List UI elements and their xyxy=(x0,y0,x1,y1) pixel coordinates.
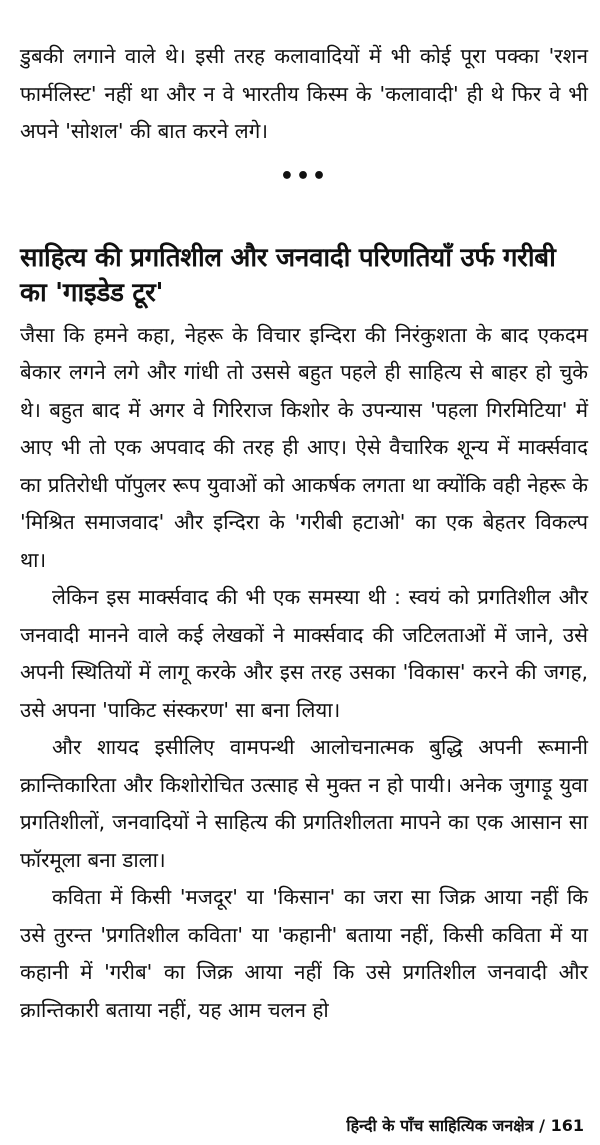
body-paragraph-2: लेकिन इस मार्क्सवाद की भी एक समस्या थी : स्वयं को प्रगतिशील और जनवादी मानने वाले कई लेखकों ने मार्क्सवाद की जटिलताओं में जाने, उसे अपनी स्थितियों में लागू करके और इस तरह उसका 'विकास' करने की जगह, उसे अपना 'पाकिट संस्करण' सा बना लिया। xyxy=(20,585,588,722)
page-footer: हिन्दी के पाँच साहित्यिक जनक्षेत्र / 161 xyxy=(346,1116,584,1135)
body-paragraph-1: जैसा कि हमने कहा, नेहरू के विचार इन्दिरा की निरंकुशता के बाद एकदम बेकार लगने लगे और गांधी तो उससे बहुत पहले ही साहित्य से बाहर हो चुके थे। बहुत बाद में अगर वे गिरिराज किशोर के उपन्यास 'पहला गिरमिटिया' में आए भी तो एक अपवाद की तरह ही आए। ऐसे वैचारिक शून्य में मार्क्सवाद का प्रतिरोधी पॉपुलर रूप युवाओं को आकर्षक लगता था क्योंकि वही नेहरू के 'मिश्रित समाजवाद' और इन्दिरा के 'गरीबी हटाओ' का एक बेहतर विकल्प था। xyxy=(20,322,588,572)
section-heading: साहित्य की प्रगतिशील और जनवादी परिणतियाँ उर्फ गरीबी का 'गाइडेड टूर' xyxy=(20,242,556,308)
book-page xyxy=(20,38,588,1029)
body-paragraph-3: और शायद इसीलिए वामपन्थी आलोचनात्मक बुद्धि अपनी रूमानी क्रान्तिकारिता और किशोरोचित उत्साह से मुक्त न हो पायी। अनेक जुगाड़ू युवा प्रगतिशीलों, जनवादियों ने साहित्य की प्रगतिशीलता मापने का एक आसान सा फॉरमूला बना डाला। xyxy=(20,735,588,872)
body-paragraph-4: कविता में किसी 'मजदूर' या 'किसान' का जरा सा जिक्र आया नहीं कि उसे तुरन्त 'प्रगतिशील कविता' या 'कहानी' बताया नहीं, किसी कविता में या कहानी में 'गरीब' का जिक्र आया नहीं कि उसे प्रगतिशील जनवादी और क्रान्तिकारी बताया नहीं, यह आम चलन हो xyxy=(20,885,588,1022)
section-separator: ••• xyxy=(279,163,329,189)
top-paragraph: डुबकी लगाने वाले थे। इसी तरह कलावादियों में भी कोई पूरा पक्का 'रशन फार्मलिस्ट' नहीं था और न वे भारतीय किस्म के 'कलावादी' ही थे फिर वे भी अपने 'सोशल' की बात करने लगे। xyxy=(20,44,588,143)
